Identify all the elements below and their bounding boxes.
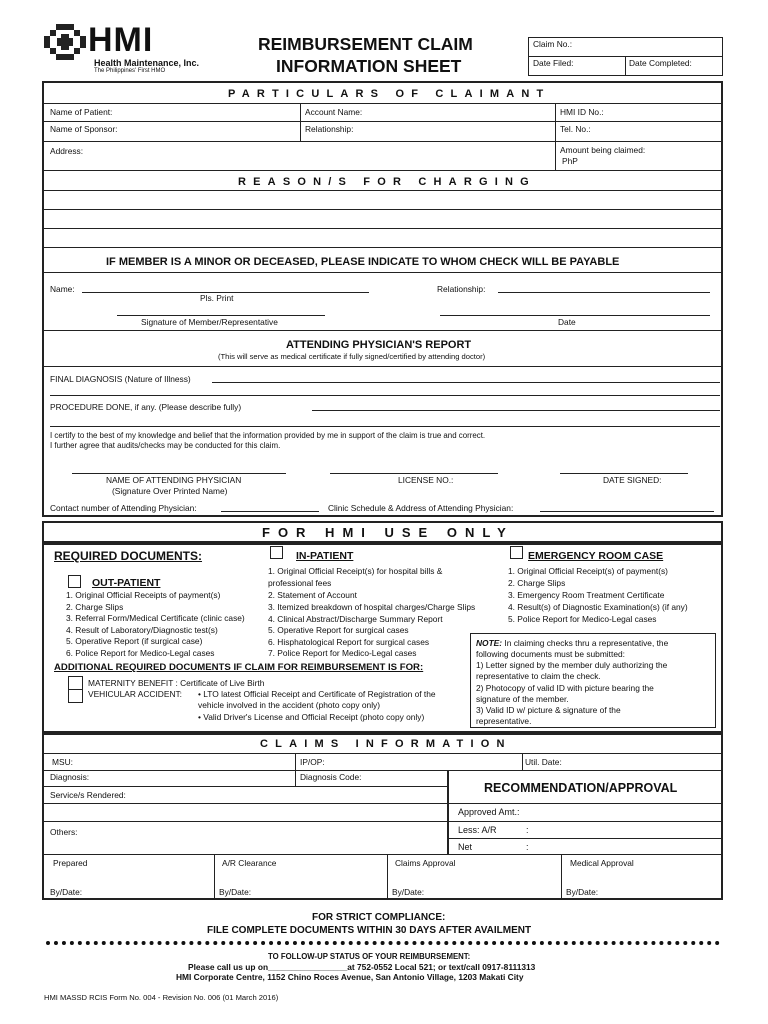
name-of-sponsor-field[interactable]: Name of Sponsor: bbox=[50, 124, 118, 134]
er-title: EMERGENCY ROOM CASE bbox=[528, 550, 664, 562]
msu-field[interactable]: MSU: bbox=[52, 757, 73, 767]
corporate-address: HMI Corporate Centre, 1152 Chino Roces Avenue, San Antonio Village, 1203 Makati City bbox=[176, 972, 524, 982]
services-field[interactable]: Service/s Rendered: bbox=[50, 790, 126, 800]
inpatient-item: 5. Operative Report for surgical cases bbox=[268, 625, 409, 635]
strict-compliance-label: FOR STRICT COMPLIANCE: bbox=[312, 912, 446, 923]
note-line: representative. bbox=[476, 716, 532, 726]
er-item: 4. Result(s) of Diagnostic Examination(s) (if any) bbox=[508, 602, 688, 612]
er-item: 2. Charge Slips bbox=[508, 578, 566, 588]
prepared-label: Prepared bbox=[53, 858, 88, 868]
currency-label: PhP bbox=[562, 156, 578, 166]
final-diagnosis-label: FINAL DIAGNOSIS (Nature of Illness) bbox=[50, 374, 191, 384]
note-line: signature of the member. bbox=[476, 694, 569, 704]
ar-clearance-label: A/R Clearance bbox=[222, 858, 277, 868]
final-diagnosis-line[interactable] bbox=[212, 382, 720, 383]
tagline: The Philippines' First HMO bbox=[94, 68, 166, 74]
form-number: HMI MASSD RCIS Form No. 004 - Revision No. 006 (01 March 2016) bbox=[44, 993, 279, 1002]
er-item: 5. Police Report for Medico-Legal cases bbox=[508, 613, 657, 624]
note-line: representative to claim the check. bbox=[476, 671, 601, 681]
outpatient-item: 4. Result of Laboratory/Diagnostic test(s) bbox=[66, 624, 218, 635]
outpatient-item: 5. Operative Report (if surgical case) bbox=[66, 636, 203, 646]
reason-line-2[interactable] bbox=[42, 228, 723, 229]
inpatient-title: IN-PATIENT bbox=[296, 550, 354, 562]
physician-contact-line[interactable] bbox=[221, 511, 319, 512]
account-name-field[interactable]: Account Name: bbox=[305, 107, 363, 117]
name-of-patient-field[interactable]: Name of Patient: bbox=[50, 107, 113, 117]
less-ar-colon: : bbox=[526, 825, 529, 835]
claims-title: CLAIMS INFORMATION bbox=[260, 738, 512, 750]
maternity-checkbox[interactable] bbox=[68, 676, 83, 690]
vehicular-checkbox[interactable] bbox=[68, 689, 83, 703]
net-field[interactable]: Net bbox=[458, 842, 473, 852]
diagnosis-code-field[interactable]: Diagnosis Code: bbox=[300, 772, 362, 782]
note-label: NOTE: bbox=[476, 638, 503, 648]
license-label: LICENSE NO.: bbox=[398, 475, 454, 485]
physician-title: ATTENDING PHYSICIAN'S REPORT bbox=[286, 339, 472, 351]
maternity-label: MATERNITY BENEFIT : Certificate of Live Birth bbox=[88, 678, 265, 688]
member-date-label: Date bbox=[558, 317, 576, 327]
final-diagnosis-line-2[interactable] bbox=[50, 395, 720, 396]
vehicular-item: • LTO latest Official Receipt and Certificate of Registration of the bbox=[198, 689, 436, 699]
inpatient-checkbox[interactable] bbox=[270, 546, 283, 559]
tel-no-field[interactable]: Tel. No.: bbox=[560, 124, 591, 134]
additional-docs-label: ADDITIONAL REQUIRED DOCUMENTS IF CLAIM FOR REIMBURSEMENT IS FOR: bbox=[54, 662, 424, 673]
clinic-line[interactable] bbox=[540, 511, 714, 512]
license-line[interactable] bbox=[330, 473, 498, 474]
claims-approval-label: Claims Approval bbox=[395, 858, 456, 868]
logo-text: HMI bbox=[88, 21, 154, 59]
file-complete-label: FILE COMPLETE DOCUMENTS WITHIN 30 DAYS AFTER AVAILMENT bbox=[207, 925, 532, 936]
er-item: 3. Emergency Room Treatment Certificate bbox=[508, 590, 665, 600]
diagnosis-field[interactable]: Diagnosis: bbox=[50, 772, 90, 782]
vehicular-label: VEHICULAR ACCIDENT: bbox=[88, 689, 183, 699]
note-header bbox=[476, 638, 668, 648]
inpatient-item: 2. Statement of Account bbox=[268, 590, 357, 600]
note-line: 3) Valid ID w/ picture & signature of the bbox=[476, 705, 621, 715]
note-text: In claiming checks thru a representative, the bbox=[502, 638, 669, 648]
outpatient-item: 6. Police Report for Medico-Legal cases bbox=[66, 647, 215, 658]
address-field[interactable]: Address: bbox=[50, 146, 84, 156]
er-item: 1. Original Official Receipt(s) of payment(s) bbox=[508, 566, 668, 576]
followup-label: TO FOLLOW-UP STATUS OF YOUR REIMBURSEMENT: bbox=[268, 952, 471, 961]
vehicular-item: • Valid Driver's License and Official Receipt (photo copy only) bbox=[198, 712, 425, 722]
approved-amount-field[interactable]: Approved Amt.: bbox=[458, 807, 520, 817]
hmi-logo-icon bbox=[44, 24, 86, 60]
ar-bydate-field[interactable]: By/Date: bbox=[219, 887, 252, 897]
claim-no-field[interactable]: Claim No.: bbox=[533, 39, 573, 49]
hmi-use-title: FOR HMI USE ONLY bbox=[262, 525, 514, 540]
hmi-id-field[interactable]: HMI ID No.: bbox=[560, 107, 604, 117]
procedure-line-2[interactable] bbox=[50, 426, 720, 427]
ipop-field[interactable]: IP/OP: bbox=[300, 757, 325, 767]
certify-line-1: I certify to the best of my knowledge and belief that the information provided by me in support of the claim is true and correct. bbox=[50, 431, 486, 440]
outpatient-checkbox[interactable] bbox=[68, 575, 81, 588]
procedure-line[interactable] bbox=[312, 410, 720, 411]
inpatient-item: 6. Hisphatological Report for surgical cases bbox=[268, 636, 430, 647]
date-filed-field[interactable]: Date Filed: bbox=[533, 58, 574, 68]
call-info: Please call us up on_________________at 752-0552 Local 521; or text/call 0917-8111313 bbox=[188, 962, 536, 972]
outpatient-item: 3. Referral Form/Medical Certificate (clinic case) bbox=[66, 613, 245, 623]
member-date-line[interactable] bbox=[440, 315, 710, 316]
note-line: following documents must be submitted: bbox=[476, 649, 625, 659]
minor-title: IF MEMBER IS A MINOR OR DECEASED, PLEASE INDICATE TO WHOM CHECK WILL BE PAYABLE bbox=[106, 256, 620, 268]
member-signature-line[interactable] bbox=[117, 315, 325, 316]
certify-line-2: I further agree that audits/checks may be conducted for this claim. bbox=[50, 441, 281, 450]
relationship-field[interactable]: Relationship: bbox=[305, 124, 354, 134]
payee-name-label: Name: bbox=[50, 284, 75, 294]
recommendation-title: RECOMMENDATION/APPROVAL bbox=[484, 781, 678, 795]
note-line: 1) Letter signed by the member duly authorizing the bbox=[476, 660, 668, 670]
reasons-title: REASON/S FOR CHARGING bbox=[238, 176, 536, 188]
pls-print-label: Pls. Print bbox=[200, 293, 234, 303]
company-name: Health Maintenance, Inc. bbox=[94, 58, 200, 68]
date-signed-line[interactable] bbox=[560, 473, 688, 474]
prepared-bydate-field[interactable]: By/Date: bbox=[50, 887, 83, 897]
inpatient-item: 4. Clinical Abstract/Discharge Summary Report bbox=[268, 613, 443, 624]
claims-frame bbox=[42, 733, 723, 900]
dotted-divider bbox=[46, 941, 720, 945]
er-checkbox[interactable] bbox=[510, 546, 523, 559]
medical-bydate-field[interactable]: By/Date: bbox=[566, 887, 599, 897]
amount-claimed-field[interactable]: Amount being claimed: bbox=[560, 145, 646, 155]
physician-name-sub: (Signature Over Printed Name) bbox=[112, 486, 228, 496]
inpatient-item: 7. Police Report for Medico-Legal cases bbox=[268, 648, 417, 658]
vehicular-item: vehicle involved in the accident (photo copy only) bbox=[198, 700, 381, 710]
procedure-label: PROCEDURE DONE, if any. (Please describe fully) bbox=[50, 402, 242, 412]
reason-line-1[interactable] bbox=[42, 209, 723, 210]
inpatient-item: 3. Itemized breakdown of hospital charges/Charge Slips bbox=[268, 602, 476, 612]
required-docs-label: REQUIRED DOCUMENTS: bbox=[54, 549, 203, 563]
date-signed-label: DATE SIGNED: bbox=[603, 475, 662, 485]
util-date-field[interactable]: Util. Date: bbox=[525, 757, 562, 767]
inpatient-item: 1. Original Official Receipt(s) for hospital bills & bbox=[268, 566, 443, 576]
physician-signature-line[interactable] bbox=[72, 473, 286, 474]
reason-line-3[interactable] bbox=[42, 247, 723, 248]
outpatient-item: 2. Charge Slips bbox=[66, 601, 124, 612]
physician-name-label: NAME OF ATTENDING PHYSICIAN bbox=[106, 475, 242, 485]
note-line: 2) Photocopy of valid ID with picture bearing the bbox=[476, 683, 654, 693]
form-title-line1: REIMBURSEMENT CLAIM bbox=[258, 34, 473, 54]
member-signature-label: Signature of Member/Representative bbox=[141, 317, 278, 327]
payee-relationship-label: Relationship: bbox=[437, 284, 486, 294]
physician-contact-label: Contact number of Attending Physician: bbox=[50, 503, 197, 513]
outpatient-item: 1. Original Official Receipts of payment(s) bbox=[66, 590, 221, 600]
outpatient-title: OUT-PATIENT bbox=[92, 577, 161, 589]
net-colon: : bbox=[526, 842, 529, 852]
form-title-line2: INFORMATION SHEET bbox=[276, 56, 462, 76]
clinic-label: Clinic Schedule & Address of Attending Physician: bbox=[328, 503, 514, 513]
payee-relationship-line[interactable] bbox=[498, 292, 710, 293]
physician-subtitle: (This will serve as medical certificate if fully signed/certified by attending doctor) bbox=[218, 352, 486, 361]
particulars-title: PARTICULARS OF CLAIMANT bbox=[228, 88, 551, 100]
date-completed-field[interactable]: Date Completed: bbox=[629, 58, 692, 68]
less-ar-field[interactable]: Less: A/R bbox=[458, 825, 497, 835]
claims-bydate-field[interactable]: By/Date: bbox=[392, 887, 425, 897]
inpatient-item: professional fees bbox=[268, 578, 332, 588]
medical-approval-label: Medical Approval bbox=[570, 858, 634, 868]
others-field[interactable]: Others: bbox=[50, 827, 78, 837]
